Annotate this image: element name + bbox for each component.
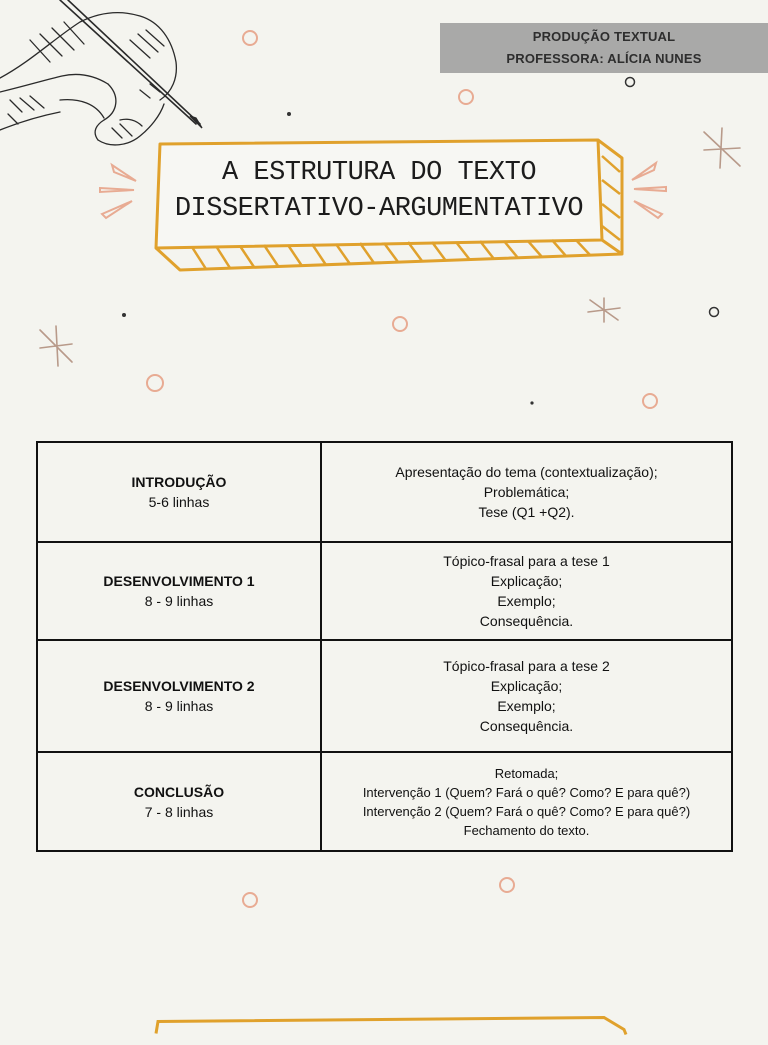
table-row [37,640,732,752]
description-line: Exemplo; [497,698,556,714]
description-cell [321,640,732,752]
table-row [37,442,732,542]
header-info-box [440,23,768,73]
section-lines: 5-6 linhas [148,494,210,510]
description-line: Intervenção 2 (Quem? Fará o quê? Como? E para quê?) [362,803,691,819]
title-line-2: DISSERTATIVO-ARGUMENTATIVO [174,194,584,224]
section-cell [37,442,321,542]
description-line: Explicação; [490,573,563,589]
section-cell [37,752,321,851]
description-line: Consequência. [479,718,574,734]
course-label: PRODUÇÃO TEXTUAL [532,29,676,44]
section-name: INTRODUÇÃO [131,474,227,490]
page-title [160,146,598,236]
section-cell [37,542,321,640]
description-line: Tópico-frasal para a tese 2 [443,658,610,674]
section-lines: 8 - 9 linhas [144,698,214,714]
description-cell [321,442,732,542]
description-line: Exemplo; [497,593,556,609]
section-lines: 7 - 8 linhas [144,803,214,820]
description-cell [321,752,732,851]
section-name: CONCLUSÃO [133,783,225,800]
description-line: Explicação; [490,678,563,694]
table-row [37,752,732,851]
description-line: Retomada; [494,765,559,781]
description-line: Intervenção 1 (Quem? Fará o quê? Como? E para quê?) [362,784,691,800]
burst-lines-left [100,165,136,218]
table-row [37,542,732,640]
circle-decor-dark [626,78,719,317]
section-name: DESENVOLVIMENTO 2 [103,678,255,694]
section-cell [37,640,321,752]
teacher-label: PROFESSORA: ALÍCIA NUNES [506,51,702,66]
description-line: Problemática; [483,484,570,500]
structure-table [36,441,733,852]
title-line-1: A ESTRUTURA DO TEXTO [221,158,537,188]
section-lines: 8 - 9 linhas [144,593,214,609]
description-line: Tese (Q1 +Q2). [478,504,575,520]
title-banner [150,136,630,286]
section-name: DESENVOLVIMENTO 1 [103,573,255,589]
burst-lines-right [632,163,666,218]
hand-pencil-illustration [0,0,202,145]
description-line: Tópico-frasal para a tese 1 [443,553,610,569]
bottom-banner-frame [150,1005,630,1045]
description-line: Fechamento do texto. [463,822,590,838]
description-line: Apresentação do tema (contextualização); [395,464,658,480]
description-cell [321,542,732,640]
description-line: Consequência. [479,613,574,629]
